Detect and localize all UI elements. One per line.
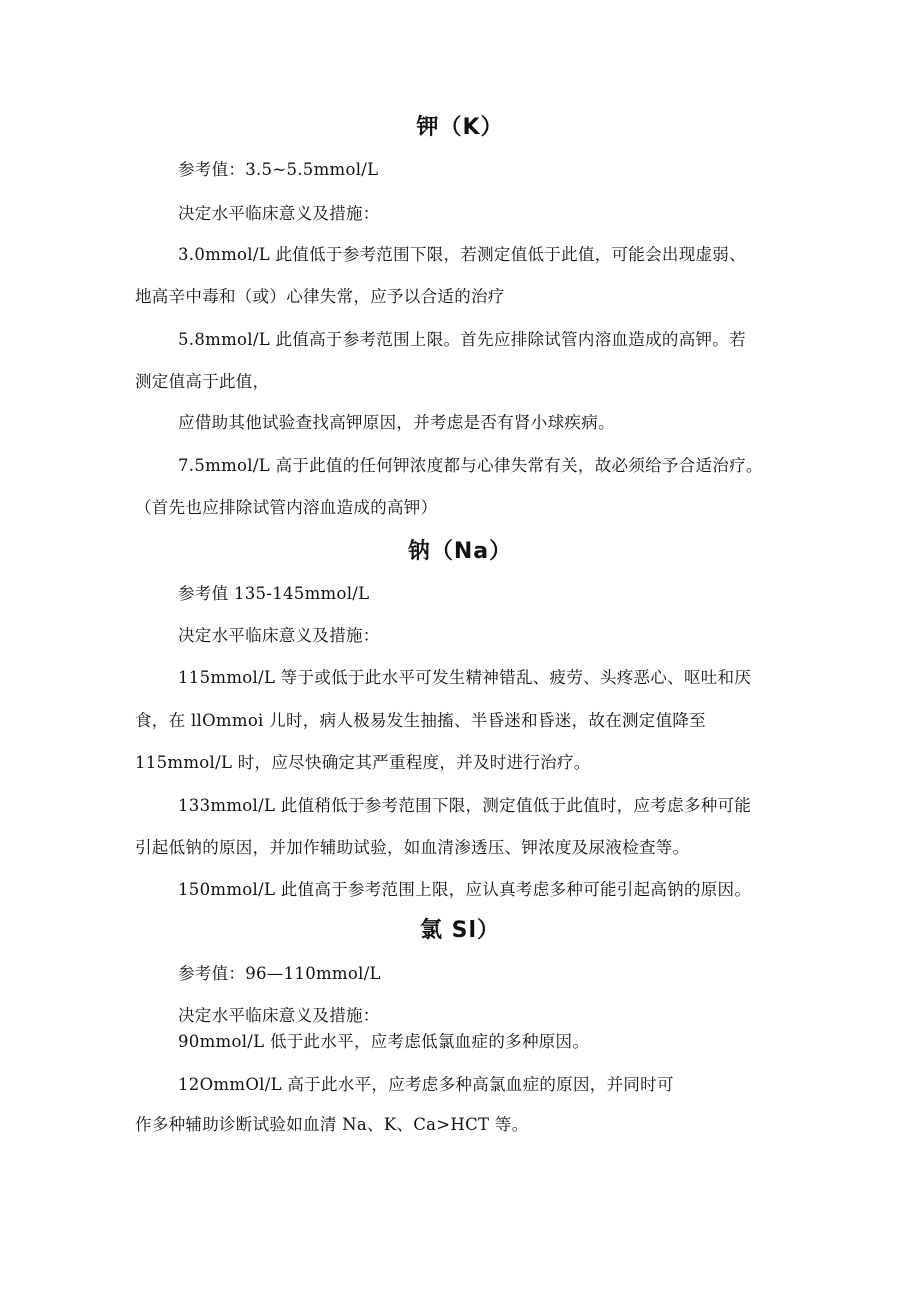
potassium-level-5-8-cont: 测定值高于此值， xyxy=(135,372,270,391)
chloride-level-120: 12OmmOl/L 高于此水平，应考虑多种高氯血症的原因，并同时可 xyxy=(178,1075,674,1094)
potassium-level-5-8: 5.8mmol/L 此值高于参考范围上限。首先应排除试管内溶血造成的高钾。若 xyxy=(178,330,746,349)
potassium-level-7-5: 7.5mmol/L 高于此值的任何钾浓度都与心律失常有关，故必须给予合适治疗。 xyxy=(178,456,763,475)
chloride-level-90: 90mmol/L 低于此水平，应考虑低氯血症的多种原因。 xyxy=(178,1032,590,1051)
potassium-level-5-8-note: 应借助其他试验查找高钾原因，并考虑是否有肾小球疾病。 xyxy=(178,413,615,432)
sodium-reference-value: 参考值 135-145mmol/L xyxy=(178,584,370,603)
sodium-level-150: 150mmol/L 此值高于参考范围上限，应认真考虑多种可能引起高钠的原因。 xyxy=(178,880,752,899)
sodium-level-115: 115mmol/L 等于或低于此水平可发生精神错乱、疲劳、头疼恶心、呕吐和厌 xyxy=(178,668,752,687)
chloride-decision-levels-label: 决定水平临床意义及措施： xyxy=(178,1006,380,1025)
section-heading-chloride: 氯 Sl） xyxy=(419,918,501,943)
sodium-level-115-cont-1: 食，在 llOmmoi 儿时，病人极易发生抽搐、半昏迷和昏迷，故在测定值降至 xyxy=(135,711,706,730)
potassium-decision-levels-label: 决定水平临床意义及措施： xyxy=(178,204,380,223)
potassium-reference-value: 参考值：3.5~5.5mmol/L xyxy=(178,160,379,179)
chloride-reference-value: 参考值：96—110mmol/L xyxy=(178,964,381,983)
section-heading-sodium: 钠（Na） xyxy=(407,539,513,564)
potassium-level-7-5-cont: （首先也应排除试管内溶血造成的高钾） xyxy=(135,498,438,517)
sodium-level-115-cont-2: 115mmol/L 时，应尽快确定其严重程度，并及时进行治疗。 xyxy=(135,753,591,772)
potassium-level-3-0-cont: 地高辛中毒和（或）心律失常，应予以合适的治疗 xyxy=(135,287,505,306)
sodium-level-133-cont: 引起低钠的原因，并加作辅助试验，如血清渗透压、钾浓度及尿液检查等。 xyxy=(135,838,690,857)
chloride-level-120-cont: 作多种辅助诊断试验如血清 Na、K、Ca>HCT 等。 xyxy=(135,1115,529,1134)
potassium-level-3-0: 3.0mmol/L 此值低于参考范围下限，若测定值低于此值，可能会出现虚弱、 xyxy=(178,245,746,264)
section-heading-potassium: 钾（K） xyxy=(416,115,504,140)
sodium-decision-levels-label: 决定水平临床意义及措施： xyxy=(178,626,380,645)
sodium-level-133: 133mmol/L 此值稍低于参考范围下限，测定值低于此值时，应考虑多种可能 xyxy=(178,796,752,815)
